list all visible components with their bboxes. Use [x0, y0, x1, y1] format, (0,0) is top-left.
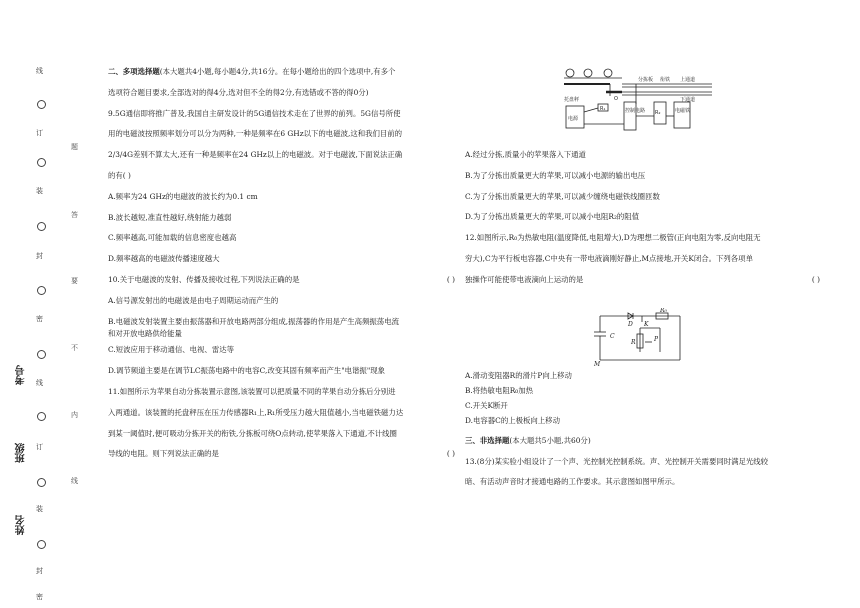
q11-option-c: C.为了分拣出质量更大的苹果,可以减少缠绕电磁铁线圈匝数 — [465, 191, 660, 201]
binding-hole — [37, 286, 46, 295]
q10-option-b-line1: B.电磁波发射装置主要由振荡器和开放电路两部分组成,振荡器的作用是产生高频振荡电流 — [108, 316, 399, 326]
q10-option-c: C.短波应用于移动通信、电视、雷达等 — [108, 345, 234, 355]
fig2-m-label: M — [594, 361, 601, 368]
q12-option-a: A.滑动变阻器R的滑片P向上移动 — [465, 370, 572, 380]
fig1-r2-label: R₂ — [655, 110, 661, 116]
section2-header — [108, 67, 455, 77]
q11-answer-paren: ( ) — [446, 449, 455, 459]
q11-option-a: A.经过分拣,质量小的苹果落入下通道 — [465, 150, 586, 159]
fig1-down-channel-label: 下通道 — [680, 97, 696, 103]
q13-stem-line2: 暗、有活动声音时才接通电路的工作要求。其示意图如图甲所示。 — [465, 477, 680, 487]
q11-option-b: B.为了分拣出质量更大的苹果,可以减小电源的输出电压 — [465, 170, 646, 180]
q10-stem — [108, 275, 455, 285]
binding-hole — [37, 478, 46, 487]
q9-option-a: A.频率为24 GHz的电磁波的波长约为0.1 cm — [108, 191, 258, 201]
q11-stem-text: 导线的电阻。则下列说法正确的是 — [108, 449, 219, 459]
q9-option-b: B.波长越短,准直性越好,绕射能力越弱 — [108, 212, 232, 222]
q12-option-d: D.电容器C的上极板向上移动 — [465, 415, 560, 425]
binding-char: 装 — [36, 187, 43, 195]
capacitor-circuit-figure — [590, 308, 690, 370]
fig1-up-channel-label: 上通道 — [680, 77, 696, 83]
apple-icon — [566, 69, 574, 77]
fig2-d-label: D — [628, 321, 633, 328]
binding-hole — [37, 222, 46, 231]
q9-stem-line3: 2/3/4G差别不算太大,还有一种是频率在24 GHz以上的电磁波。对于电磁波,下面说法正确 — [108, 150, 403, 160]
section2-title: 二、多项选择题 — [108, 67, 160, 76]
section2-desc-line2: 选项符合题目要求,全部选对的得4分,选对但不全的得2分,有选错或不答的得0分) — [108, 87, 369, 97]
apple-sorter-figure — [562, 64, 714, 134]
section3-title: 三、非选择题 — [465, 435, 510, 445]
binding-mid-char: 要 — [71, 277, 78, 285]
q9-stem-line2: 用的电磁波按照频率划分可以分为两种,一种是频率在6 GHz以下的电磁波,这和我们目前的 — [108, 129, 403, 139]
q9-stem-line4: 的有( ) — [108, 170, 131, 180]
fig2-p-label: P — [654, 336, 659, 343]
fig1-circuit-label: 控制电路 — [625, 108, 646, 114]
q11-stem-line1: 11.如图所示为苹果自动分拣装置示意图,该装置可以把质量不同的苹果自动分拣后分别进 — [108, 386, 396, 396]
apple-icon — [604, 69, 612, 77]
q10-stem-text: 10.关于电磁波的发射、传播及接收过程,下列说法正确的是 — [108, 274, 300, 284]
fig2-r0-label: R₀ — [660, 308, 667, 314]
q12-answer-paren: ( ) — [811, 274, 820, 284]
q11-stem-line4 — [108, 449, 455, 459]
binding-mid-char: 内 — [71, 411, 78, 419]
apple-icon — [584, 69, 592, 77]
q13-stem-line1: 13.(8分)某实验小组设计了一个声、光控制光控制系统。声、光控制开关需要同时满足光线较 — [465, 456, 769, 466]
q12-stem-line1: 12.如图所示,R₀为热敏电阻(温度降低,电阻增大),D为理想二极管(正向电阻为零,反向电阻无 — [465, 233, 761, 243]
q9-option-d: D.频率越高的电磁波传播速度越大 — [108, 254, 220, 264]
binding-hole — [37, 158, 46, 167]
binding-char: 线 — [36, 379, 43, 387]
binding-mid-char: 不 — [71, 344, 78, 352]
binding-char: 订 — [36, 129, 43, 137]
fig2-c-label: C — [610, 333, 615, 340]
fig1-source-label: 电源 — [568, 116, 579, 122]
binding-char: 装 — [36, 505, 43, 513]
section3-header — [465, 436, 820, 446]
class-label: 班级 — [16, 443, 27, 463]
binding-char: 密 — [36, 315, 43, 323]
binding-char: 封 — [36, 252, 43, 260]
q11-stem-line3: 到某一阈值时,便可吸动分拣开关的衔铁,分拣板可绕O点转动,使苹果落入下通道,不计线圈 — [108, 428, 397, 438]
binding-char: 封 — [36, 567, 43, 575]
fig2-k-label: K — [644, 321, 649, 328]
binding-mid-char: 线 — [71, 477, 78, 485]
binding-char: 密 — [36, 593, 43, 601]
q12-option-b: B.将热敏电阻R₀加热 — [465, 385, 534, 395]
binding-mid-char: 答 — [71, 211, 78, 219]
binding-margin — [0, 0, 78, 608]
binding-mid-char: 题 — [71, 143, 78, 151]
section3-desc: (本大题共5小题,共60分) — [509, 435, 591, 445]
binding-char: 线 — [36, 67, 43, 75]
binding-char: 订 — [36, 443, 43, 451]
q9-stem-line1: 9.5G通信即将推广普及,我国自主研发设计的5G通信技术走在了世界的前列。5G信号所使 — [108, 108, 401, 118]
fig1-armature-label: 衔铁 — [660, 77, 671, 83]
binding-hole — [37, 350, 46, 359]
q12-stem-text: 独操作可能使带电液滴向上运动的是 — [465, 274, 584, 284]
left-column — [108, 67, 455, 470]
fig1-plate-label: 分拣板 — [638, 77, 654, 83]
q10-answer-paren: ( ) — [446, 274, 455, 284]
binding-hole — [37, 100, 46, 109]
fig1-o-label: O — [614, 96, 618, 102]
fig1-r1-label: R₁ — [600, 106, 606, 112]
q9-option-c: C.频率越高,可能加载的信息密度也越高 — [108, 233, 237, 243]
exam-number-label: 考号 — [16, 365, 27, 385]
q11-option-d: D.为了分拣出质量更大的苹果,可以减小电阻R₂的阻值 — [465, 212, 640, 222]
q12-stem-line2: 穷大),C为平行板电容器,C中央有一带电液滴刚好静止,M点接地,开关K闭合。下列各项单 — [465, 253, 753, 263]
q12-stem-line3 — [465, 275, 820, 285]
fig2-r-label: R — [631, 339, 636, 346]
name-label: 姓名 — [16, 515, 27, 535]
q12-option-c: C.开关K断开 — [465, 400, 508, 410]
fig1-tray-label: 托盘秤 — [564, 97, 580, 103]
q11-stem-line2: 入两通道。该装置的托盘秤压在压力传感器R₁上,R₁所受压力越大阻值越小,当电磁铁磁力达 — [108, 407, 404, 417]
binding-hole — [37, 412, 46, 421]
fig1-magnet-label: 电磁铁 — [675, 108, 691, 114]
q10-option-d: D.调节频道主要是在调节LC振荡电路中的电容C,改变其固有频率而产生"电谐振"现象 — [108, 366, 386, 376]
q10-option-a: A.信号源发射出的电磁波是由电子周期运动而产生的 — [108, 295, 279, 305]
q10-option-b-line2: 和对开放电路供给能量 — [108, 328, 182, 338]
section2-desc: (本大题共4小题,每小题4分,共16分。在每小题给出的四个选项中,有多个 — [159, 67, 396, 76]
binding-hole — [37, 540, 46, 549]
